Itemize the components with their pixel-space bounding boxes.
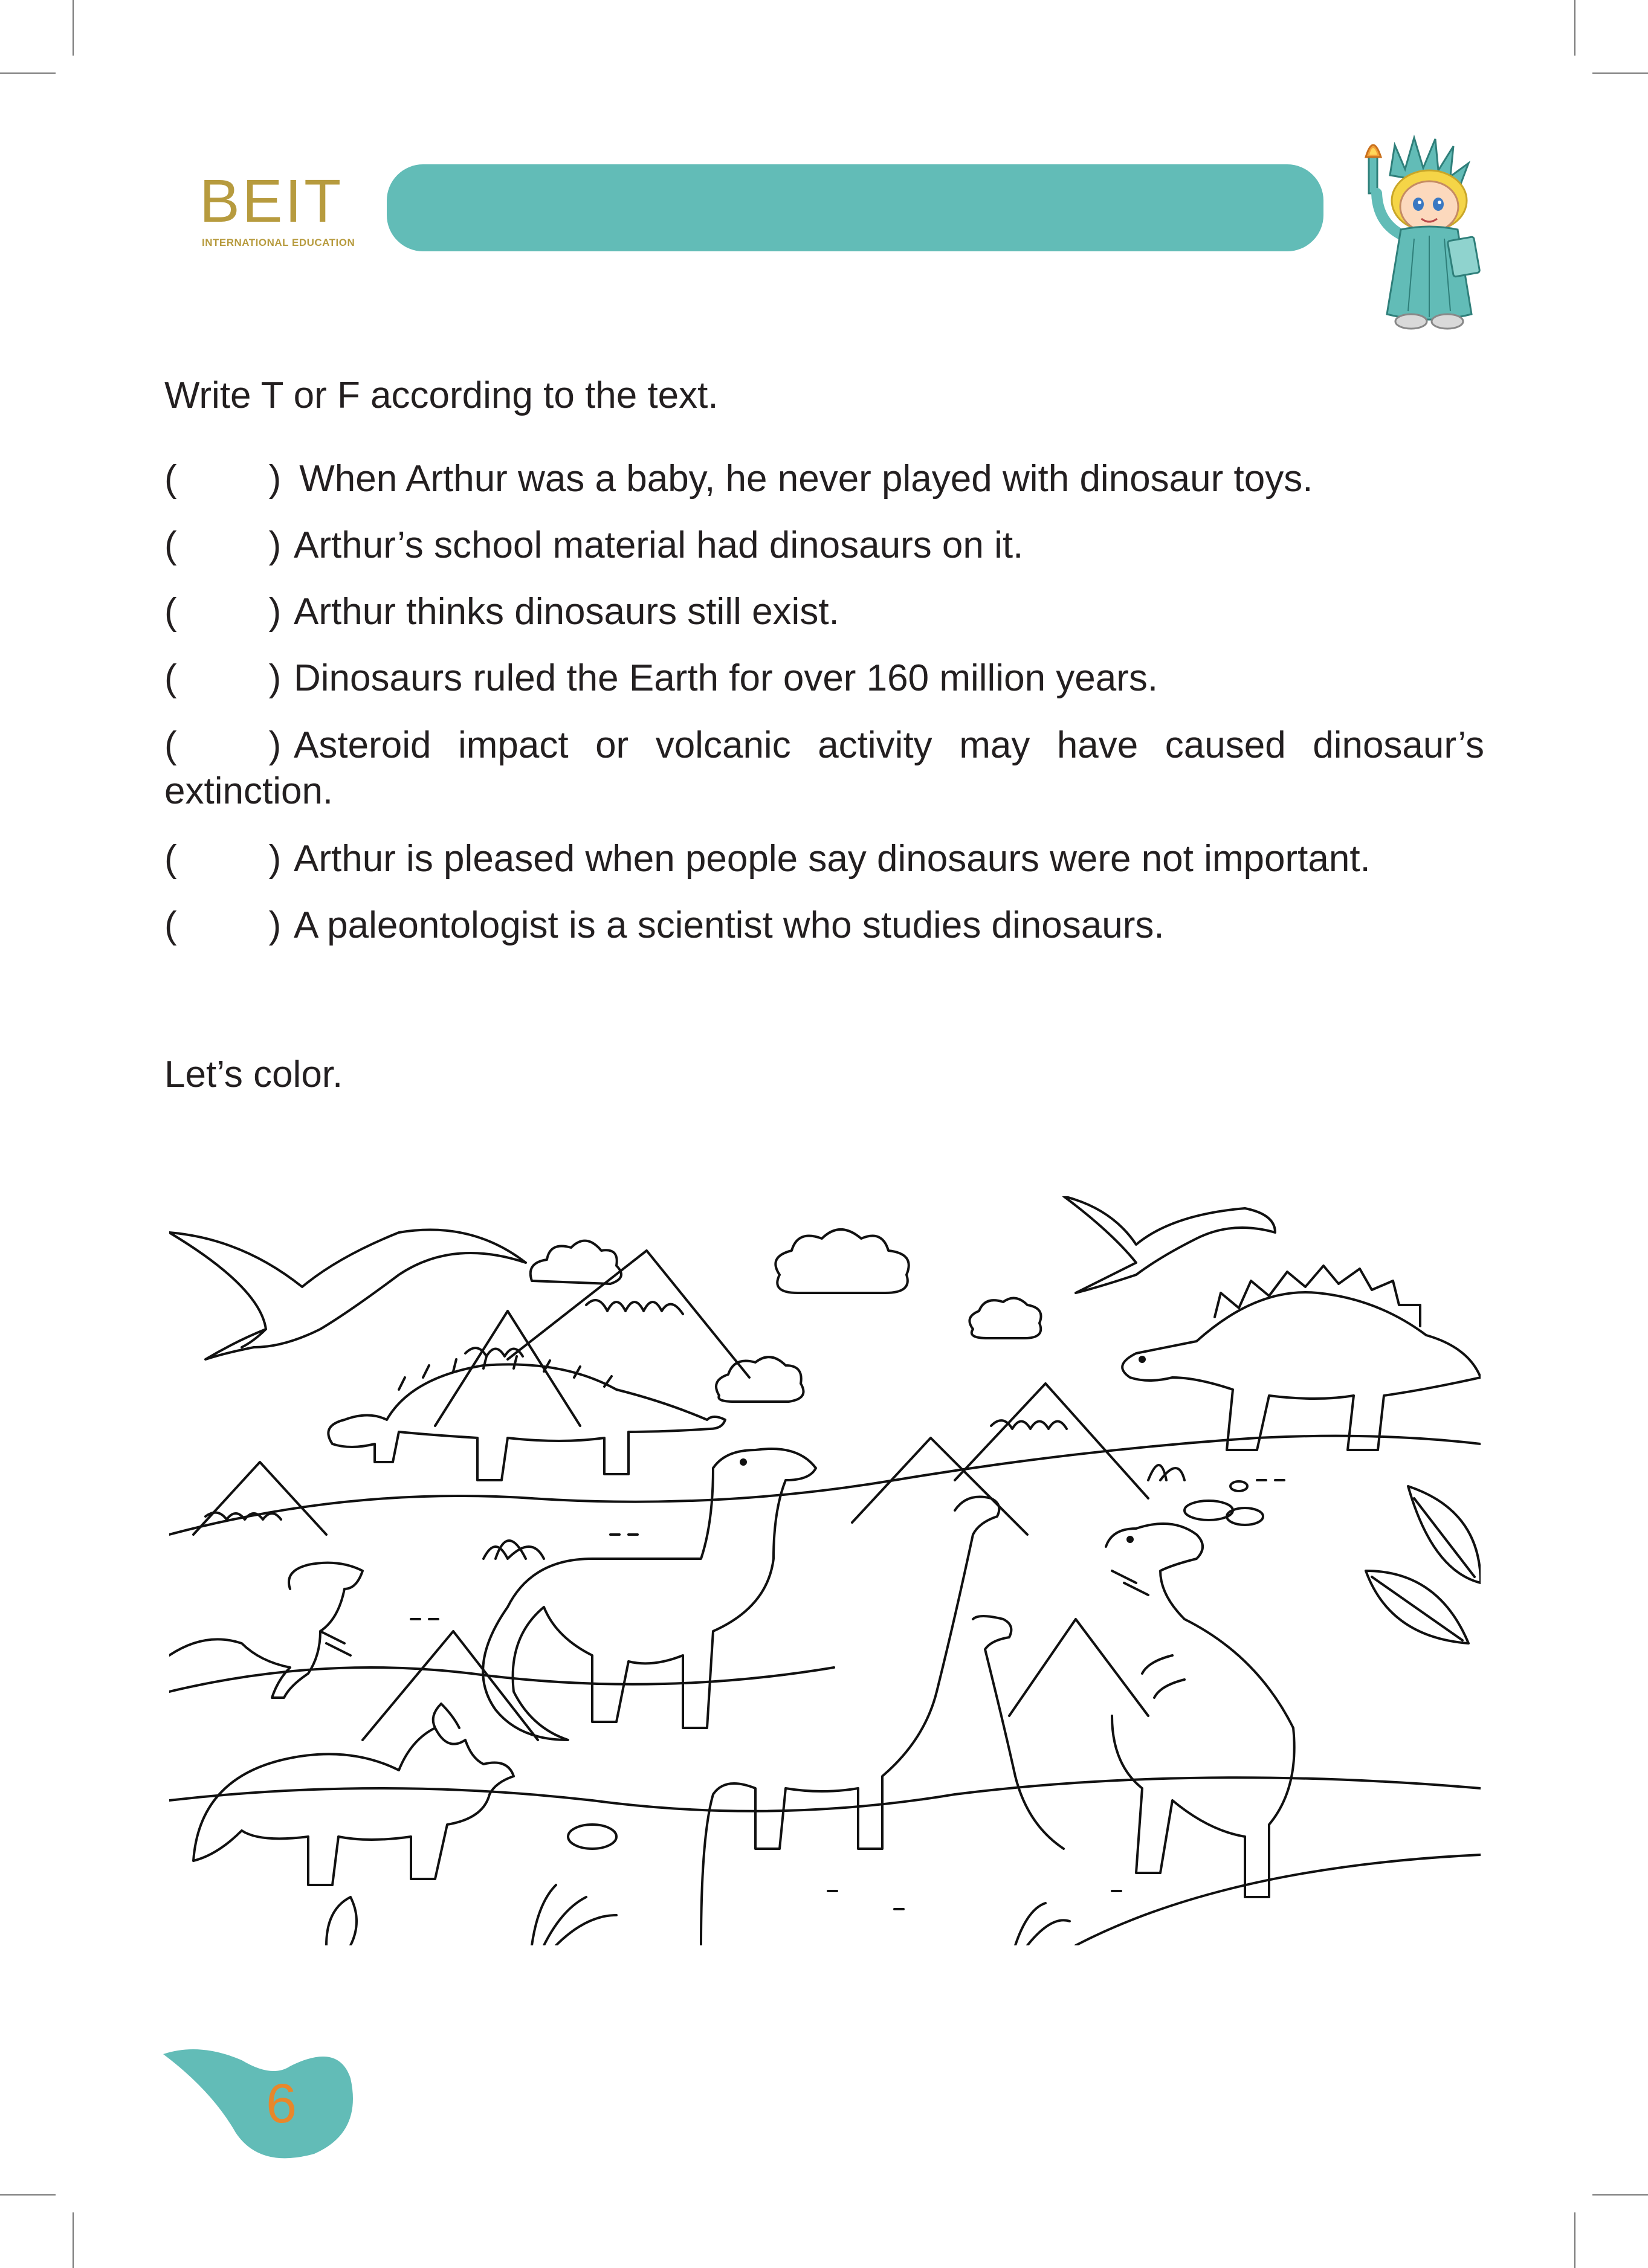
true-false-item xyxy=(164,523,1484,569)
answer-blank[interactable]: ( ) xyxy=(164,591,282,633)
answer-blank[interactable]: ( ) xyxy=(164,904,282,946)
statement-text: Arthur is pleased when people say dinosaurs were not important. xyxy=(294,838,1371,880)
instruction-true-false: Write T or F according to the text. xyxy=(164,375,719,416)
crop-mark xyxy=(0,2194,56,2196)
instruction-color: Let’s color. xyxy=(164,1054,343,1095)
statement-text: When Arthur was a baby, he never played with dinosaur toys. xyxy=(289,458,1313,500)
crop-mark xyxy=(0,72,56,74)
crop-mark xyxy=(1592,72,1648,74)
dinosaur-coloring-picture[interactable] xyxy=(169,1196,1481,1945)
answer-blank[interactable]: ( ) xyxy=(164,524,282,566)
page-number: 6 xyxy=(266,2073,297,2134)
true-false-item xyxy=(164,589,1484,635)
statement-text: Dinosaurs ruled the Earth for over 160 million years. xyxy=(294,657,1158,699)
true-false-item xyxy=(164,656,1484,701)
header-bar xyxy=(387,164,1323,251)
true-false-item xyxy=(164,903,1484,949)
true-false-item xyxy=(164,836,1484,882)
statue-of-liberty-kid-icon xyxy=(1348,133,1499,332)
answer-blank[interactable]: ( ) xyxy=(164,657,282,699)
crop-mark xyxy=(1574,2212,1575,2268)
crop-mark xyxy=(1574,0,1575,56)
answer-blank[interactable]: ( ) xyxy=(164,458,282,500)
statement-text: Asteroid impact or volcanic activity may have caused dinosaur’s extinction. xyxy=(164,724,1484,812)
logo-subtitle: INTERNATIONAL EDUCATION xyxy=(202,237,355,248)
true-false-item xyxy=(164,723,1484,814)
statement-text: A paleontologist is a scientist who studies dinosaurs. xyxy=(294,904,1165,946)
page-number-blob xyxy=(163,2042,363,2163)
crop-mark xyxy=(73,2212,74,2268)
logo-wordmark: BEIT xyxy=(199,167,344,235)
answer-blank[interactable]: ( ) xyxy=(164,724,282,766)
statement-text: Arthur’s school material had dinosaurs on it. xyxy=(294,524,1024,566)
statement-text: Arthur thinks dinosaurs still exist. xyxy=(294,591,839,633)
crop-mark xyxy=(73,0,74,56)
answer-blank[interactable]: ( ) xyxy=(164,838,282,880)
true-false-item xyxy=(164,456,1484,502)
crop-mark xyxy=(1592,2194,1648,2196)
